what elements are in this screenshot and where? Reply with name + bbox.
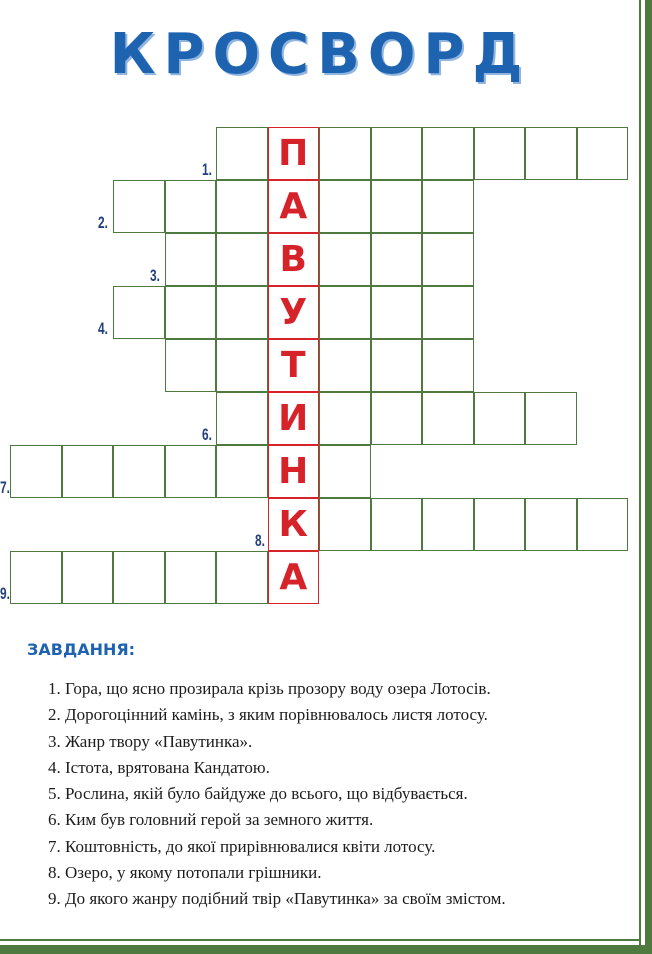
crossword-cell[interactable] bbox=[10, 551, 62, 604]
crossword-cell[interactable] bbox=[165, 286, 217, 339]
keyword-cell[interactable]: К bbox=[268, 498, 320, 551]
crossword-cell[interactable] bbox=[165, 233, 217, 286]
crossword-cell[interactable] bbox=[165, 551, 217, 604]
crossword-cell[interactable] bbox=[113, 286, 165, 339]
crossword-cell[interactable] bbox=[113, 551, 165, 604]
keyword-cell[interactable]: А bbox=[268, 551, 320, 604]
crossword-cell[interactable] bbox=[577, 127, 629, 180]
crossword-cell[interactable] bbox=[319, 127, 371, 180]
crossword-cell[interactable] bbox=[525, 498, 577, 551]
row-number-label: 9. bbox=[0, 584, 10, 603]
task-item: 1. Гора, що ясно прозирала крізь прозору воду озера Лотосів. bbox=[48, 679, 491, 698]
frame-border-bottom bbox=[0, 945, 652, 954]
crossword-cell[interactable] bbox=[216, 286, 268, 339]
crossword-cell[interactable] bbox=[371, 180, 423, 233]
crossword-cell[interactable] bbox=[371, 339, 423, 392]
crossword-cell[interactable] bbox=[319, 180, 371, 233]
crossword-cell[interactable] bbox=[10, 445, 62, 498]
crossword-cell[interactable] bbox=[165, 339, 217, 392]
tasks-heading: ЗАВДАННЯ: bbox=[27, 640, 136, 659]
crossword-cell[interactable] bbox=[216, 180, 268, 233]
task-item: 4. Істота, врятована Кандатою. bbox=[48, 757, 270, 777]
crossword-cell[interactable] bbox=[525, 392, 577, 445]
task-item: 6. Ким був головний герой за земного життя. bbox=[48, 810, 374, 830]
crossword-cell[interactable] bbox=[165, 445, 217, 498]
page-title: КРОСВОРД bbox=[109, 22, 531, 87]
crossword-cell[interactable] bbox=[371, 127, 423, 180]
crossword-cell[interactable] bbox=[62, 551, 114, 604]
crossword-cell[interactable] bbox=[577, 498, 629, 551]
crossword-cell[interactable] bbox=[113, 445, 165, 498]
crossword-cell[interactable] bbox=[319, 339, 371, 392]
crossword-cell[interactable] bbox=[62, 445, 114, 498]
crossword-cell[interactable] bbox=[216, 551, 268, 604]
keyword-cell[interactable]: П bbox=[268, 127, 320, 180]
crossword-cell[interactable] bbox=[216, 445, 268, 498]
crossword-cell[interactable] bbox=[474, 498, 526, 551]
crossword-cell[interactable] bbox=[319, 498, 371, 551]
keyword-cell[interactable]: Н bbox=[268, 445, 320, 498]
keyword-cell[interactable]: И bbox=[268, 392, 320, 445]
crossword-cell[interactable] bbox=[113, 180, 165, 233]
keyword-cell[interactable]: Т bbox=[268, 339, 320, 392]
crossword-cell[interactable] bbox=[371, 392, 423, 445]
crossword-cell[interactable] bbox=[422, 339, 474, 392]
crossword-cell[interactable] bbox=[216, 339, 268, 392]
frame-border-right-inner bbox=[639, 0, 641, 945]
crossword-cell[interactable] bbox=[422, 392, 474, 445]
crossword-cell[interactable] bbox=[474, 127, 526, 180]
frame-border-right bbox=[645, 0, 652, 954]
crossword-cell[interactable] bbox=[371, 286, 423, 339]
crossword-cell[interactable] bbox=[371, 498, 423, 551]
task-item: 2. Дорогоцінний камінь, з яким порівнювалось листя лотосу. bbox=[48, 705, 488, 725]
crossword-cell[interactable] bbox=[422, 233, 474, 286]
crossword-cell[interactable] bbox=[216, 233, 268, 286]
crossword-cell[interactable] bbox=[371, 233, 423, 286]
crossword-cell[interactable] bbox=[165, 180, 217, 233]
crossword-cell[interactable] bbox=[216, 127, 268, 180]
row-number-label: 8. bbox=[255, 531, 265, 550]
task-item: 8. Озеро, у якому потопали грішники. bbox=[48, 863, 322, 883]
crossword-cell[interactable] bbox=[319, 392, 371, 445]
frame-border-bottom-inner bbox=[0, 939, 641, 941]
task-item: 7. Коштовність, до якої прирівнювалися квіти лотосу. bbox=[48, 836, 436, 856]
task-item: 9. До якого жанру подібний твір «Павутинка» за своїм змістом. bbox=[48, 889, 506, 909]
row-number-label: 7. bbox=[0, 478, 10, 497]
row-number-label: 3. bbox=[150, 266, 160, 285]
row-number-label: 2. bbox=[98, 213, 108, 232]
keyword-cell[interactable]: В bbox=[268, 233, 320, 286]
crossword-cell[interactable] bbox=[319, 445, 371, 498]
row-number-label: 6. bbox=[202, 425, 212, 444]
crossword-cell[interactable] bbox=[474, 392, 526, 445]
crossword-cell[interactable] bbox=[422, 286, 474, 339]
keyword-cell[interactable]: А bbox=[268, 180, 320, 233]
crossword-cell[interactable] bbox=[422, 180, 474, 233]
crossword-cell[interactable] bbox=[319, 286, 371, 339]
task-item: 3. Жанр твору «Павутинка». bbox=[48, 731, 253, 751]
crossword-cell[interactable] bbox=[216, 392, 268, 445]
crossword-cell[interactable] bbox=[319, 233, 371, 286]
row-number-label: 1. bbox=[202, 160, 212, 179]
crossword-cell[interactable] bbox=[422, 127, 474, 180]
task-item: 5. Рослина, якій було байдуже до всього, що відбувається. bbox=[48, 784, 468, 804]
crossword-cell[interactable] bbox=[525, 127, 577, 180]
keyword-cell[interactable]: У bbox=[268, 286, 320, 339]
crossword-cell[interactable] bbox=[422, 498, 474, 551]
row-number-label: 4. bbox=[98, 319, 108, 338]
tasks-list bbox=[48, 676, 506, 913]
